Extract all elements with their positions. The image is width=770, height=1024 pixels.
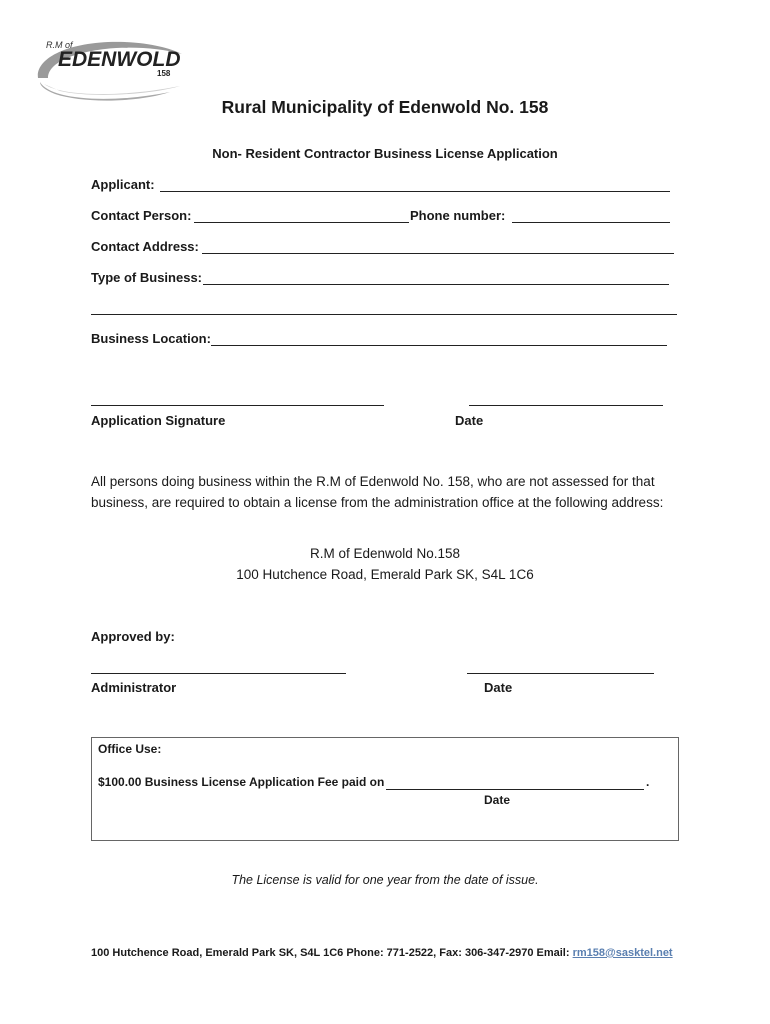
footer-email-link[interactable]: rm158@sasktel.net [572, 947, 673, 959]
applicant-label: Applicant: [91, 177, 155, 192]
contact-address-field[interactable] [202, 253, 674, 254]
footer [91, 947, 673, 959]
logo-name: EDENWOLD [58, 48, 181, 71]
applicant-field[interactable] [160, 191, 670, 192]
approval-date-line[interactable] [467, 673, 654, 674]
phone-number-field[interactable] [512, 222, 670, 223]
office-use-heading: Office Use: [98, 742, 162, 756]
business-location-label: Business Location: [91, 331, 211, 346]
form-subtitle: Non- Resident Contractor Business License Application [212, 146, 558, 161]
contact-person-field[interactable] [194, 222, 409, 223]
application-signature-label: Application Signature [91, 413, 226, 428]
fee-paid-date-line[interactable] [386, 789, 644, 790]
footer-contact-text: 100 Hutchence Road, Emerald Park SK, S4L 1C6 Phone: 771-2522, Fax: 306-347-2970 Email: [91, 947, 570, 959]
fee-paid-text: $100.00 Business License Application Fee paid on [98, 775, 385, 789]
signature-date-label: Date [455, 413, 484, 428]
contact-person-label: Contact Person: [91, 208, 192, 223]
license-validity-note: The License is valid for one year from the date of issue. [231, 873, 539, 887]
page-title: Rural Municipality of Edenwold No. 158 [221, 97, 549, 117]
administrator-signature-line[interactable] [91, 673, 346, 674]
logo-prefix: R.M of [46, 40, 73, 50]
office-address-line-1: R.M of Edenwold No.158 [309, 546, 461, 561]
rm-edenwold-logo [30, 38, 190, 104]
office-use-box [91, 737, 679, 841]
fee-period: . [646, 775, 650, 789]
phone-number-label: Phone number: [410, 208, 506, 223]
approval-date-label: Date [484, 680, 513, 695]
administrator-label: Administrator [91, 680, 177, 695]
fee-date-label: Date [484, 793, 511, 807]
type-of-business-field-continued[interactable] [91, 314, 677, 315]
type-of-business-field[interactable] [203, 284, 669, 285]
signature-date-line[interactable] [469, 405, 663, 406]
type-of-business-label: Type of Business: [91, 270, 203, 285]
logo-number: 158 [157, 69, 171, 78]
signature-line[interactable] [91, 405, 384, 406]
approved-by-label: Approved by: [91, 629, 175, 644]
notice-paragraph: All persons doing business within the R.M of Edenwold No. 158, who are not assessed for that business, are required to obtain a license from the administration office at the following address: [91, 474, 664, 510]
office-address-line-2: 100 Hutchence Road, Emerald Park SK, S4L 1C6 [236, 567, 534, 582]
contact-address-label: Contact Address: [91, 239, 199, 254]
business-location-field[interactable] [211, 345, 667, 346]
